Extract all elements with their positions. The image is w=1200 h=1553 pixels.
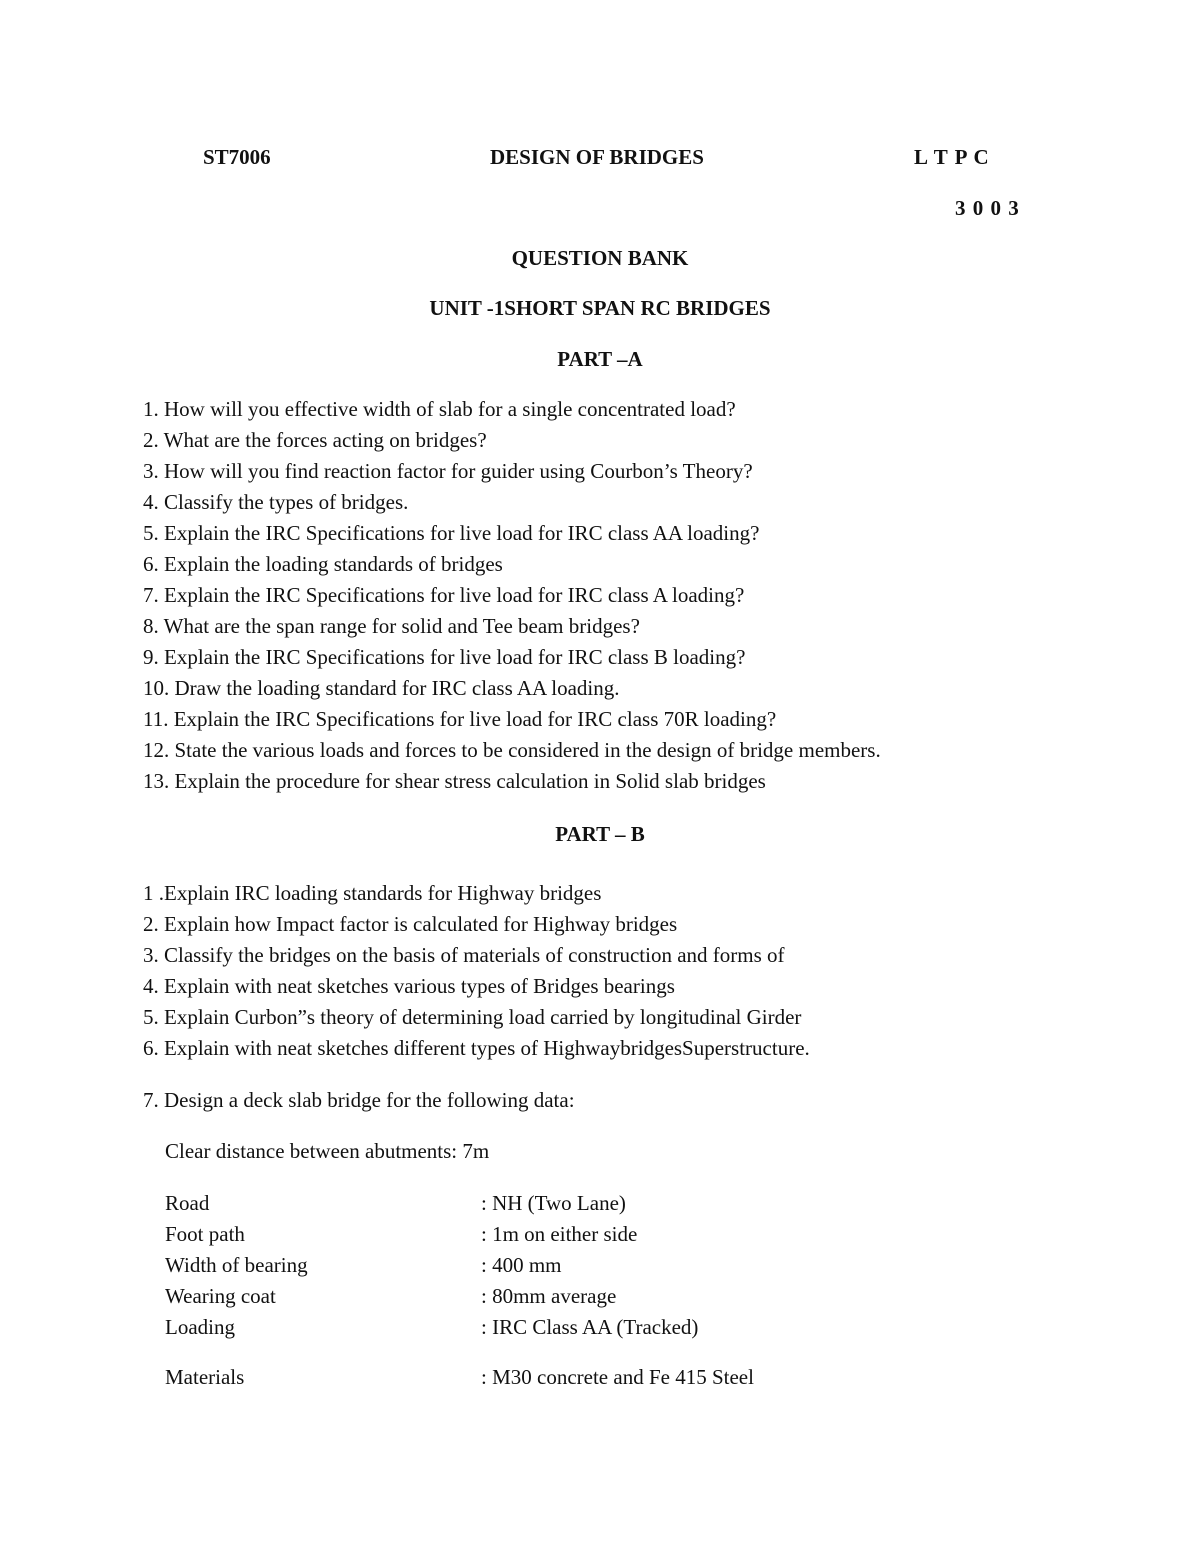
data-row-foot-path <box>165 1219 865 1250</box>
unit-title: UNIT -1SHORT SPAN RC BRIDGES <box>429 296 771 320</box>
question-item: 6. Explain the loading standards of bridges <box>143 552 503 576</box>
question-item: 7. Explain the IRC Specifications for live load for IRC class A loading? <box>143 583 745 607</box>
data-value: : 400 mm <box>481 1253 562 1277</box>
course-title: DESIGN OF BRIDGES <box>490 145 704 169</box>
data-value: : M30 concrete and Fe 415 Steel <box>481 1365 754 1389</box>
question-item: 2. What are the forces acting on bridges? <box>143 428 487 452</box>
data-row-loading <box>165 1312 865 1343</box>
question-item: 12. State the various loads and forces to be considered in the design of bridge members. <box>143 738 881 762</box>
data-value: : 80mm average <box>481 1284 617 1308</box>
data-label: Road <box>165 1191 210 1215</box>
part-a-question-list <box>143 394 881 797</box>
question-item: 1 .Explain IRC loading standards for Highway bridges <box>143 881 602 905</box>
question-item: 11. Explain the IRC Specifications for live load for IRC class 70R loading? <box>143 707 777 731</box>
clear-distance: Clear distance between abutments: 7m <box>165 1139 490 1163</box>
ltpc-label: L T P C <box>914 145 990 169</box>
part-b-question-list <box>143 878 810 1064</box>
data-label: Loading <box>165 1315 235 1339</box>
course-code: ST7006 <box>203 145 271 169</box>
question-item: 4. Classify the types of bridges. <box>143 490 409 514</box>
data-row-materials <box>165 1362 865 1393</box>
design-data-table <box>165 1188 865 1393</box>
question-item: 3. Classify the bridges on the basis of materials of construction and forms of <box>143 943 785 967</box>
part-a-heading: PART –A <box>557 347 643 371</box>
data-value: : IRC Class AA (Tracked) <box>481 1315 699 1339</box>
question-item: 5. Explain the IRC Specifications for live load for IRC class AA loading? <box>143 521 760 545</box>
data-value: : 1m on either side <box>481 1222 638 1246</box>
question-7: 7. Design a deck slab bridge for the following data: <box>143 1088 575 1112</box>
question-item: 13. Explain the procedure for shear stress calculation in Solid slab bridges <box>143 769 766 793</box>
part-b-heading: PART – B <box>555 822 645 846</box>
data-label: Foot path <box>165 1222 245 1246</box>
data-row-wearing-coat <box>165 1281 865 1312</box>
data-label: Width of bearing <box>165 1253 308 1277</box>
question-item: 6. Explain with neat sketches different types of HighwaybridgesSuperstructure. <box>143 1036 810 1060</box>
question-item: 2. Explain how Impact factor is calculated for Highway bridges <box>143 912 678 936</box>
data-label: Materials <box>165 1365 245 1389</box>
question-item: 5. Explain Curbon”s theory of determining load carried by longitudinal Girder <box>143 1005 802 1029</box>
question-item: 9. Explain the IRC Specifications for live load for IRC class B loading? <box>143 645 746 669</box>
question-item: 10. Draw the loading standard for IRC class AA loading. <box>143 676 620 700</box>
question-item: 1. How will you effective width of slab for a single concentrated load? <box>143 397 736 421</box>
question-item: 8. What are the span range for solid and Tee beam bridges? <box>143 614 640 638</box>
data-label: Wearing coat <box>165 1284 276 1308</box>
ltpc-values: 3 0 0 3 <box>955 196 1020 220</box>
data-row-width-of-bearing <box>165 1250 865 1281</box>
question-item: 3. How will you find reaction factor for guider using Courbon’s Theory? <box>143 459 753 483</box>
data-row-road <box>165 1188 865 1219</box>
question-bank-title: QUESTION BANK <box>511 246 689 270</box>
question-item: 4. Explain with neat sketches various types of Bridges bearings <box>143 974 675 998</box>
data-value: : NH (Two Lane) <box>481 1191 626 1215</box>
